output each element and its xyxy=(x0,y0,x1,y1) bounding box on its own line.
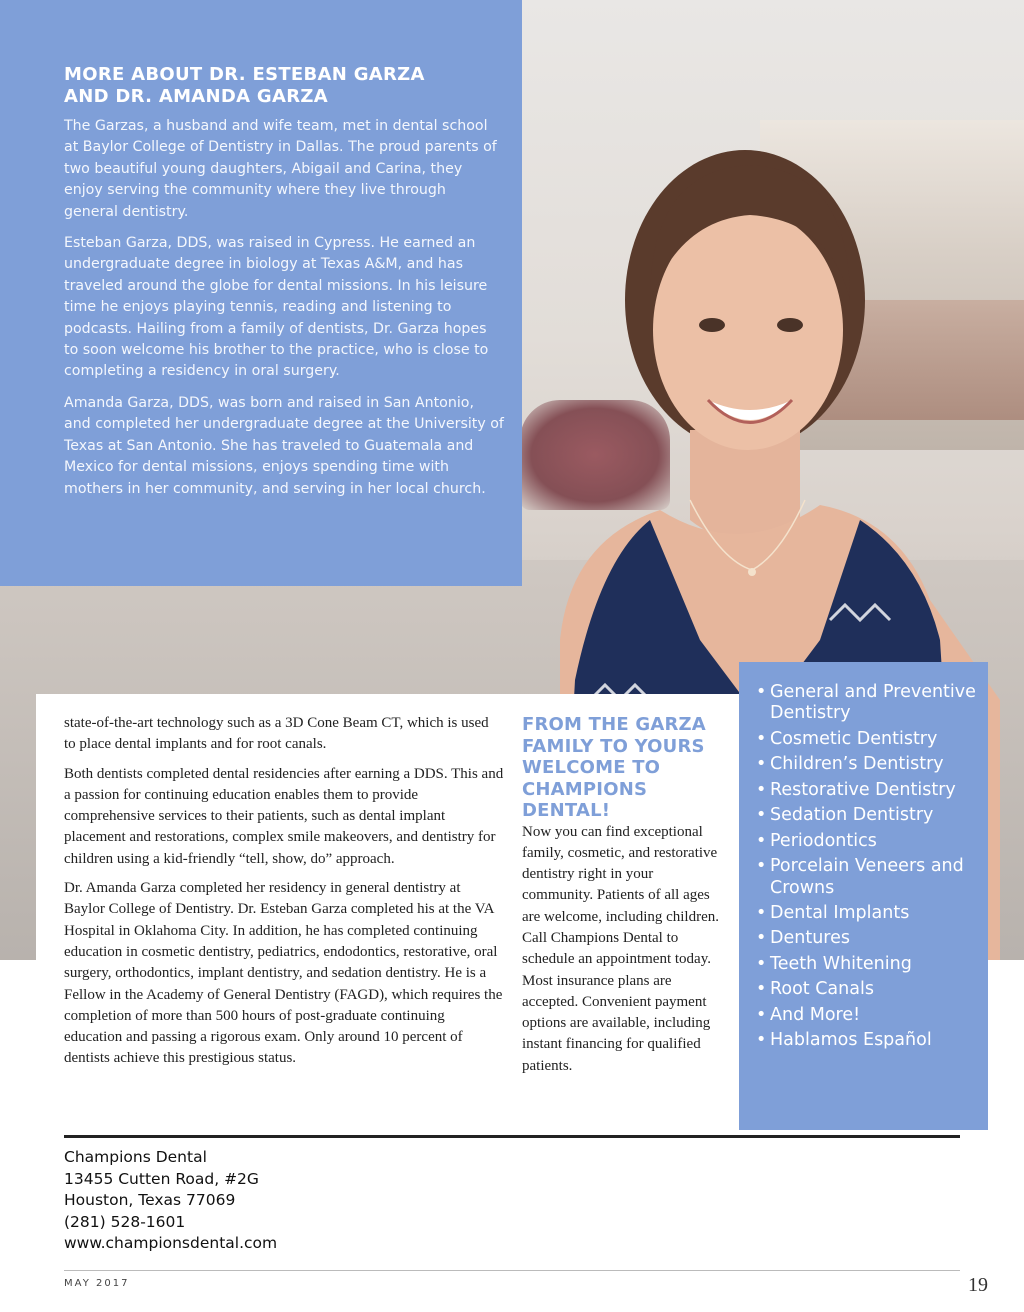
service-item xyxy=(756,831,984,852)
service-item xyxy=(756,682,984,725)
page-number: 19 xyxy=(968,1274,988,1296)
service-label: Cosmetic Dentistry xyxy=(770,728,938,749)
service-label: Restorative Dentistry xyxy=(770,779,956,800)
service-label: Periodontics xyxy=(770,830,877,851)
article-column xyxy=(64,713,504,1078)
practice-name: Champions Dental xyxy=(64,1148,207,1166)
service-item xyxy=(756,1005,984,1026)
service-item xyxy=(756,780,984,801)
service-item xyxy=(756,729,984,750)
service-item xyxy=(756,856,984,899)
service-item xyxy=(756,928,984,949)
website-link[interactable]: www.championsdental.com xyxy=(64,1234,278,1252)
bullet-icon: • xyxy=(756,1030,767,1051)
bullet-icon: • xyxy=(756,928,767,949)
bullet-icon: • xyxy=(756,754,767,775)
service-item xyxy=(756,805,984,826)
service-item xyxy=(756,954,984,975)
article-paragraph: state-of-the-art technology such as a 3D Cone Beam CT, which is used to place dental implants and for root canals. xyxy=(64,715,489,753)
service-label: Porcelain Veneers and Crowns xyxy=(770,856,964,898)
service-label: General and Preventive Dentistry xyxy=(770,682,976,724)
service-label: Sedation Dentistry xyxy=(770,805,934,826)
bio-paragraph: The Garzas, a husband and wife team, met in dental school at Baylor College of Dentistry in Dallas. The proud parents of two beautiful young daughters, Abigail and Carina, they enjoy serving the community where they live through general dentistry. xyxy=(64,118,497,220)
bullet-icon: • xyxy=(756,979,767,1000)
bullet-icon: • xyxy=(756,953,767,974)
bullet-icon: • xyxy=(756,682,767,702)
street-address: 13455 Cutten Road, #2G xyxy=(64,1169,259,1188)
service-label: Dental Implants xyxy=(770,902,910,923)
bio-title: MORE ABOUT DR. ESTEBAN GARZA AND DR. AMANDA GARZA xyxy=(64,64,425,107)
bullet-icon: • xyxy=(756,830,767,851)
bio-panel xyxy=(0,0,522,586)
service-item xyxy=(756,1030,984,1051)
service-label: Teeth Whitening xyxy=(770,953,912,974)
service-item xyxy=(756,754,984,775)
service-label: Hablamos Español xyxy=(770,1030,932,1051)
city-address: Houston, Texas 77069 xyxy=(64,1191,236,1209)
service-label: And More! xyxy=(770,1004,861,1025)
article-paragraph: Both dentists completed dental residencies after earning a DDS. This and a passion for continuing education enables them to provide comprehensive services to their patients, such as dental implant placement and restorations, complex smile makeovers, and dentistry for children using a kid-friendly “tell, show, do” approach. xyxy=(64,765,504,867)
contact-block xyxy=(64,1147,277,1255)
article-paragraph: Dr. Amanda Garza completed her residency in general dentistry at Baylor College of Dentistry. Dr. Esteban Garza completed his at the VA Hospital in Oklahoma City. In addition, he has completed continuing education in cosmetic dentistry, pediatrics, endodontics, restorative, oral surgery, orthodontics, implant dentistry, and sedation dentistry. He is a Fellow in the Academy of General Dentistry (FAGD), which requires the completion of more than 500 hours of post-graduate continuing education and passing a rigorous exam. Only around 10 percent of dentists achieve this prestigious status. xyxy=(64,880,503,1067)
welcome-heading: FROM THE GARZA FAMILY TO YOURS WELCOME TO CHAMPIONS DENTAL! xyxy=(522,714,706,821)
issue-date: MAY 2017 xyxy=(64,1278,130,1289)
bio-content xyxy=(64,64,504,510)
bullet-icon: • xyxy=(756,1004,767,1025)
bullet-icon: • xyxy=(756,856,767,877)
service-label: Root Canals xyxy=(770,979,874,1000)
bio-paragraph: Amanda Garza, DDS, was born and raised in San Antonio, and completed her undergraduate degree at the University of Texas at San Antonio. She has traveled to Guatemala and Mexico for dental missions, enjoys spending time with mothers in her community, and serving in her local church. xyxy=(64,394,504,497)
services-list xyxy=(756,682,984,1056)
footer-divider xyxy=(64,1270,960,1271)
service-item xyxy=(756,979,984,1000)
bio-paragraph: Esteban Garza, DDS, was raised in Cypress. He earned an undergraduate degree in biology at Texas A&M, and has traveled around the globe for dental missions. In his leisure time he enjoys playing tennis, reading and listening to podcasts. Hailing from a family of dentists, Dr. Garza hopes to soon welcome his brother to the practice, who is close to completing a residency in oral surgery. xyxy=(64,235,489,380)
service-label: Children’s Dentistry xyxy=(770,754,944,775)
bullet-icon: • xyxy=(756,902,767,923)
phone-number: (281) 528-1601 xyxy=(64,1212,186,1231)
bullet-icon: • xyxy=(756,779,767,800)
welcome-column xyxy=(522,714,727,1077)
welcome-body: Now you can find exceptional family, cosmetic, and restorative dentistry right in your community. Patients of all ages are welcome, including children. Call Champions Dental to schedule an appointment today. Most insurance plans are accepted. Convenient payment options are available, including instant financing for qualified patients. xyxy=(522,823,720,1074)
services-panel xyxy=(739,662,988,1130)
service-label: Dentures xyxy=(770,928,850,949)
section-divider xyxy=(64,1135,960,1138)
service-item xyxy=(756,903,984,924)
bullet-icon: • xyxy=(756,805,767,826)
bullet-icon: • xyxy=(756,728,767,749)
